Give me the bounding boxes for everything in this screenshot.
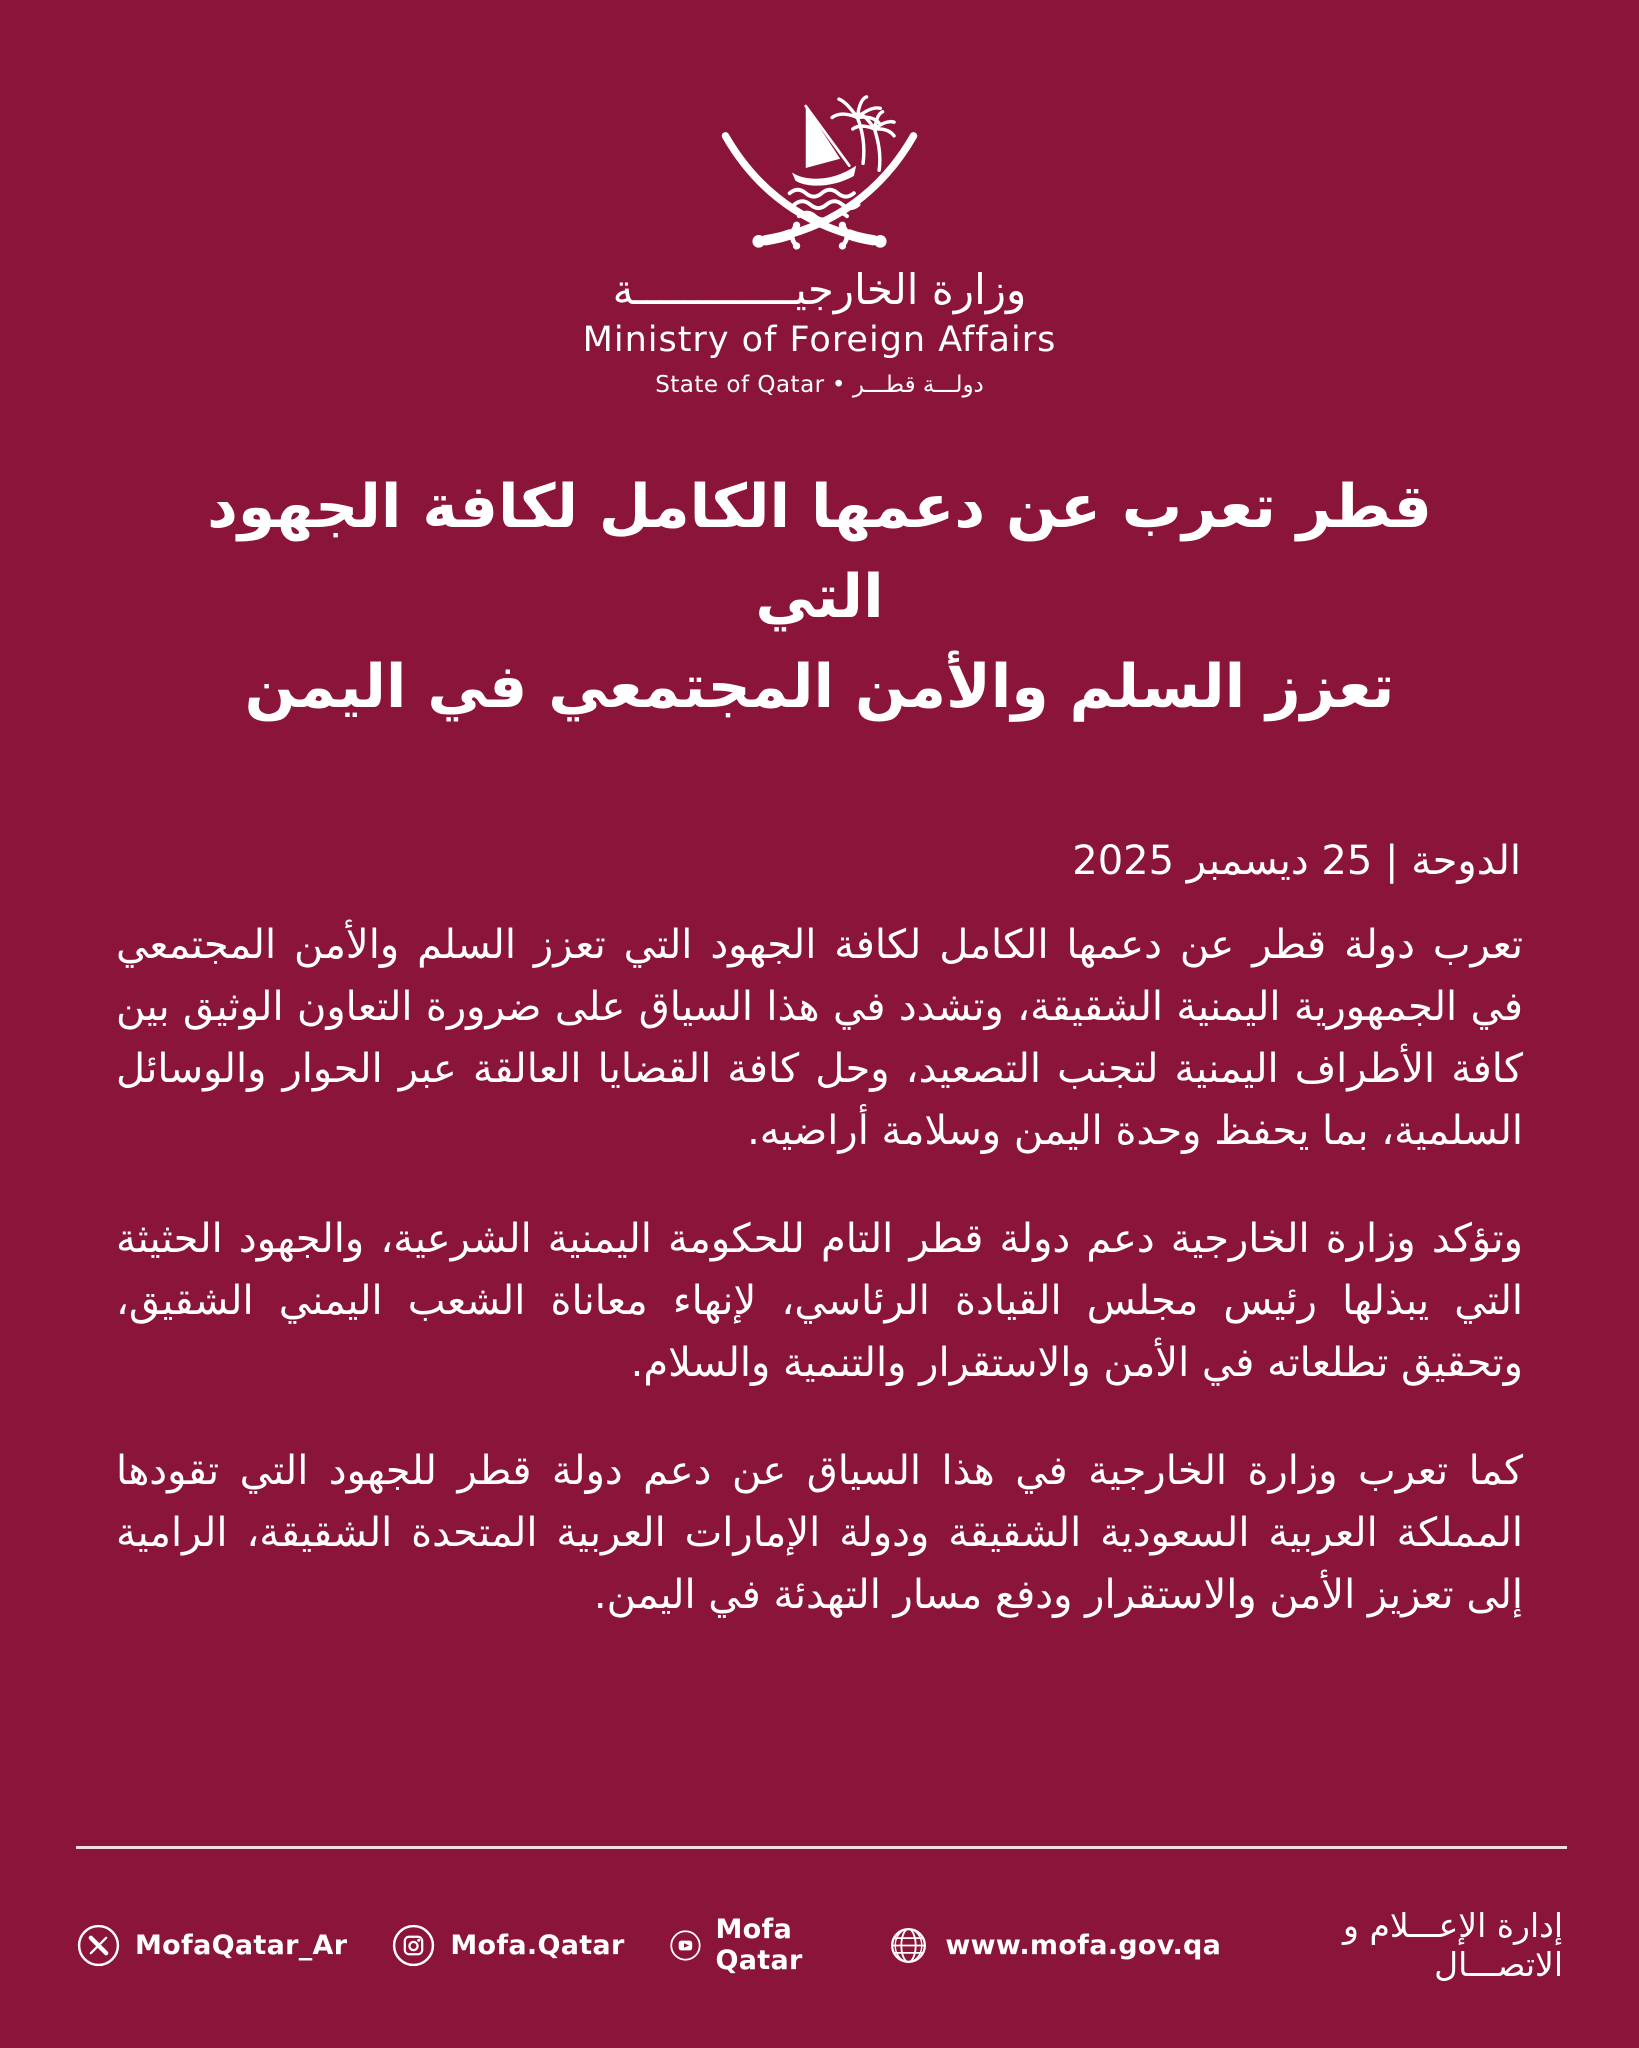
- statement-paragraph: وتؤكد وزارة الخارجية دعم دولة قطر التام للحكومة اليمنية الشرعية، والجهود الحثيثة التي يبذلها رئيس مجلس القيادة الرئاسي، لإنهاء معاناة الشعب اليمني الشقيق، وتحقيق تطلعاته في الأمن والاستقرار والتنمية والسلام.: [116, 1216, 1523, 1387]
- social-item-instagram: [391, 1923, 624, 1968]
- statement-body: [116, 914, 1523, 1626]
- ministry-name-arabic: وزارة الخارجيـــــــــــــة: [612, 265, 1027, 314]
- qatar-emblem-icon: [687, 90, 952, 262]
- statement-paragraph: تعرب دولة قطر عن دعمها الكامل لكافة الجهود التي تعزز السلم والأمن المجتمعي في الجمهورية اليمنية الشقيقة، وتشدد في هذا السياق على ضرورة التعاون الوثيق بين كافة الأطراف اليمنية لتجنب التصعيد، وحل كافة القضايا العالقة عبر الحوار والوسائل السلمية، بما يحفظ وحدة اليمن وسلامة أراضيه.: [116, 922, 1523, 1155]
- statement-title-line2: تعزز السلم والأمن المجتمعي في اليمن: [244, 652, 1395, 723]
- social-handle: MofaQatar_Ar: [135, 1929, 348, 1961]
- statement-title-line1: قطر تعرب عن دعمها الكامل لكافة الجهود التي: [207, 472, 1432, 633]
- state-of-qatar-line: دولـــة قطـــر • State of Qatar: [655, 372, 984, 399]
- department-name-arabic: إدارة الإعـــلام و الاتصـــال: [1343, 1906, 1563, 1984]
- ministry-name-english: Ministry of Foreign Affairs: [582, 320, 1057, 361]
- social-item-website: [886, 1923, 1221, 1968]
- website-url: www.mofa.gov.qa: [945, 1929, 1222, 1961]
- instagram-icon: [391, 1923, 436, 1968]
- youtube-icon: [669, 1923, 702, 1968]
- statement-title: [140, 462, 1499, 732]
- social-item-x: [76, 1923, 347, 1968]
- footer-divider: [76, 1846, 1567, 1849]
- social-handle: Mofa.Qatar: [450, 1929, 625, 1961]
- statement-paragraph: كما تعرب وزارة الخارجية في هذا السياق عن دعم دولة قطر للجهود التي تقودها المملكة العربية السعودية الشقيقة ودولة الإمارات العربية المتحدة الشقيقة، الرامية إلى تعزيز الأمن والاستقرار ودفع مسار التهدئة في اليمن.: [116, 1448, 1523, 1619]
- social-links: [76, 1914, 1221, 1976]
- social-handle: Mofa Qatar: [715, 1914, 803, 1976]
- globe-icon: [886, 1923, 931, 1968]
- footer: [76, 1906, 1563, 1984]
- dateline: الدوحة | 25 ديسمبر 2025: [1072, 838, 1521, 885]
- ministry-header: [0, 0, 1639, 398]
- social-item-youtube: [669, 1914, 843, 1976]
- x-icon: [76, 1923, 121, 1968]
